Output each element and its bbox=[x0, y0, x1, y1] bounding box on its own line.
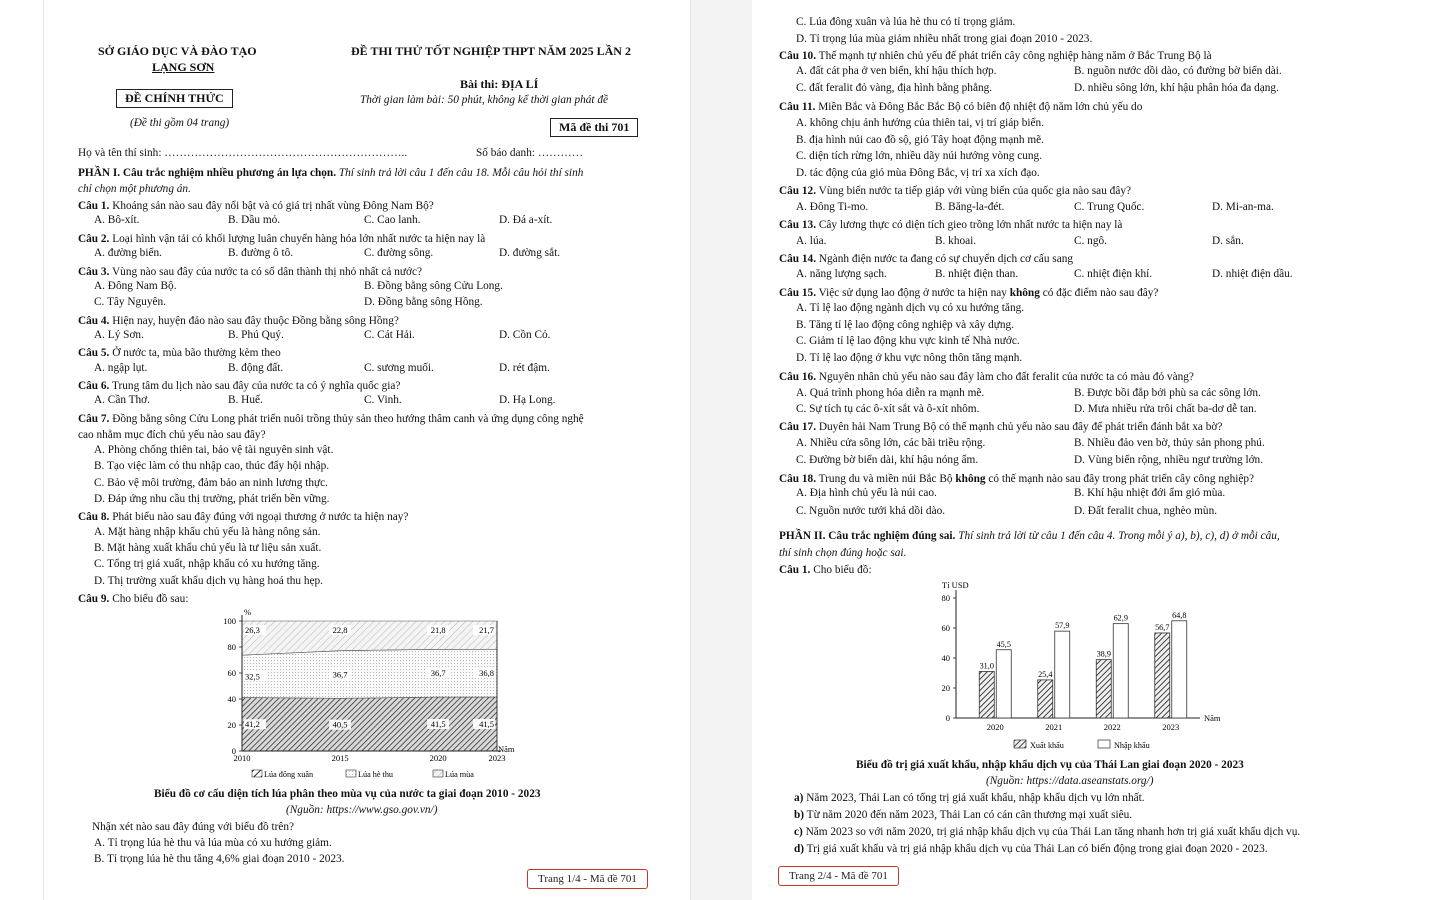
q7-option-b: B. Tạo việc làm có thu nhập cao, thúc đẩy hội nhập. bbox=[94, 460, 330, 472]
q9-option-b: B. Tỉ trọng lúa hè thu tăng 4,6% giai đoạn 2010 - 2023. bbox=[94, 853, 345, 865]
part2-question-1 bbox=[779, 562, 872, 579]
question-text: Phát biểu nào sau đây đúng với ngoại thương ở nước ta hiện nay? bbox=[109, 511, 409, 523]
legend-label: Xuất khẩu bbox=[1030, 741, 1064, 750]
q5-option-b: B. động đất. bbox=[228, 362, 284, 374]
q7-option-a: A. Phòng chống thiên tai, bảo vệ tài nguyên sinh vật. bbox=[94, 444, 334, 456]
bar-value-label: 57,9 bbox=[1055, 621, 1070, 631]
q4-option-a: A. Lý Sơn. bbox=[94, 329, 144, 341]
y-tick-label: 80 bbox=[941, 593, 950, 603]
q11-option-b: B. địa hình núi cao đồ sộ, gió Tây hoạt động mạnh mẽ. bbox=[796, 134, 1044, 146]
q11-option-c: C. diện tích rừng lớn, nhiều dãy núi hướng vòng cung. bbox=[796, 150, 1043, 162]
q3-option-b: B. Đồng bằng sông Cửu Long. bbox=[364, 280, 503, 292]
question-number: Câu 9. bbox=[78, 593, 110, 605]
bar-nhap-khau bbox=[1172, 621, 1187, 718]
bar-xuat-khau bbox=[1038, 680, 1053, 718]
q4-option-d: D. Cồn Cỏ. bbox=[499, 329, 551, 341]
q12-option-a: A. Đông Ti-mo. bbox=[796, 201, 869, 213]
q17-option-b: B. Nhiều đảo ven bờ, thủy sản phong phú. bbox=[1074, 437, 1265, 449]
data-label: 32,5 bbox=[245, 671, 260, 682]
legend-label: Lúa mùa bbox=[445, 770, 474, 779]
statement-label: a) bbox=[794, 792, 804, 804]
q15-option-b: B. Tăng tỉ lệ lao động công nghiệp và xây dựng. bbox=[796, 319, 1015, 331]
q4-option-b: B. Phú Quý. bbox=[228, 329, 284, 341]
q11-option-d: D. tác động của gió mùa Đông Bắc, vị trí xa xích đạo. bbox=[796, 167, 1040, 179]
statement-label: b) bbox=[794, 809, 805, 821]
q12-option-b: B. Băng-la-đét. bbox=[935, 201, 1005, 213]
question-number: Câu 15. bbox=[779, 287, 817, 299]
question-text: Cho biểu đồ sau: bbox=[109, 593, 189, 605]
question-text: Trung tâm du lịch nào sau đây của nước ta có ý nghĩa quốc gia? bbox=[109, 380, 401, 392]
q5-option-c: C. sương muối. bbox=[364, 362, 434, 374]
y-tick-label: 40 bbox=[941, 653, 950, 663]
question-text: Cho biểu đồ: bbox=[810, 564, 872, 576]
q16-option-b: B. Được bồi đắp bởi phù sa các sông lớn. bbox=[1074, 387, 1261, 399]
q15-option-a: A. Tỉ lệ lao động ngành dịch vụ có xu hướng tăng. bbox=[796, 302, 1025, 314]
q6-option-a: A. Cần Thơ. bbox=[94, 394, 150, 406]
question-number: Câu 17. bbox=[779, 421, 817, 433]
x-axis-unit: Năm bbox=[498, 744, 515, 754]
q16-option-c: C. Sự tích tụ các ô-xít sắt và ô-xít nhôm. bbox=[796, 403, 980, 415]
province-name: LẠNG SƠN bbox=[152, 60, 215, 74]
question-number: Câu 12. bbox=[779, 185, 817, 197]
data-label: 22,8 bbox=[332, 625, 348, 635]
q3-option-a: A. Đông Nam Bộ. bbox=[94, 280, 177, 292]
q8-option-a: A. Mặt hàng nhập khẩu chủ yếu là hàng nông sản. bbox=[94, 526, 321, 538]
statement-b bbox=[794, 807, 1132, 824]
q18-option-a: A. Địa hình chủ yếu là núi cao. bbox=[796, 487, 937, 499]
y-tick-label: 60 bbox=[227, 668, 236, 678]
legend-swatch bbox=[1098, 740, 1110, 748]
exam-page-2 bbox=[752, 0, 1402, 900]
part1-heading bbox=[78, 165, 583, 182]
subject-title: Bài thi: ĐỊA LÍ bbox=[460, 77, 539, 91]
legend-swatch bbox=[433, 770, 443, 777]
question-13 bbox=[779, 217, 1122, 234]
question-emphasis: không bbox=[1009, 287, 1040, 299]
chart2-source: (Nguồn: https://data.aseanstats.org/) bbox=[986, 775, 1154, 787]
question-text: Vùng biển nước ta tiếp giáp với vùng biển của quốc gia nào sau đây? bbox=[816, 185, 1131, 197]
q9-option-d: D. Tỉ trọng lúa mùa giảm nhiều nhất trong giai đoạn 2010 - 2023. bbox=[796, 33, 1093, 45]
legend-label: Nhập khẩu bbox=[1114, 741, 1150, 750]
q17-option-a: A. Nhiều cửa sông lớn, các bãi triều rộng. bbox=[796, 437, 986, 449]
statement-c bbox=[794, 824, 1300, 841]
statement-d bbox=[794, 841, 1268, 858]
question-6 bbox=[78, 378, 400, 395]
data-label: 21,7 bbox=[479, 625, 494, 635]
q18-option-d: D. Đất feralit chua, nghèo mùn. bbox=[1074, 505, 1218, 517]
viewer-gap bbox=[690, 0, 752, 900]
question-10 bbox=[779, 48, 1212, 65]
q13-option-b: B. khoai. bbox=[935, 235, 977, 247]
statement-text: Từ năm 2020 đến năm 2023, Thái Lan có cán cân thương mại xuất siêu. bbox=[804, 809, 1133, 821]
part2-instruction: Thí sinh trả lời từ câu 1 đến câu 4. Trong mỗi ý a), b), c), d) ở mỗi câu, bbox=[955, 530, 1280, 542]
q1-option-d: D. Đá a-xít. bbox=[499, 214, 553, 226]
question-number: Câu 1. bbox=[78, 200, 110, 212]
question-text: Việc sử dụng lao động ở nước ta hiện nay bbox=[816, 287, 1010, 299]
q14-option-a: A. năng lượng sạch. bbox=[796, 268, 887, 280]
question-number: Câu 5. bbox=[78, 347, 110, 359]
y-axis-unit: Tỉ USD bbox=[942, 580, 969, 590]
y-tick-label: 0 bbox=[231, 746, 236, 756]
official-badge: ĐỀ CHÍNH THỨC bbox=[116, 89, 233, 108]
q4-option-c: C. Cát Hải. bbox=[364, 329, 415, 341]
y-tick-label: 100 bbox=[223, 616, 236, 626]
q3-option-d: D. Đồng bằng sông Hồng. bbox=[364, 296, 483, 308]
bar-value-label: 31,0 bbox=[979, 661, 994, 671]
data-label: 36,7 bbox=[332, 669, 348, 680]
q9-prompt: Nhận xét nào sau đây đúng với biểu đồ trên? bbox=[92, 821, 295, 833]
x-tick-label: 2023 bbox=[1162, 722, 1180, 732]
q10-option-c: C. đất feralit đỏ vàng, địa hình bằng phẳng. bbox=[796, 82, 993, 94]
question-number: Câu 2. bbox=[78, 233, 110, 245]
y-tick-label: 40 bbox=[227, 694, 236, 704]
question-12 bbox=[779, 183, 1131, 200]
x-tick-label: 2022 bbox=[1103, 722, 1121, 732]
question-text: Ngành điện nước ta đang có sự chuyển dịch cơ cấu sang bbox=[816, 253, 1074, 265]
department-name: SỞ GIÁO DỤC VÀ ĐÀO TẠO bbox=[98, 44, 257, 58]
part2-title: PHẦN II. Câu trắc nghiệm đúng sai. bbox=[779, 530, 956, 542]
statement-label: c) bbox=[794, 826, 803, 838]
q10-option-a: A. đất cát pha ở ven biển, khí hậu thích hợp. bbox=[796, 65, 997, 77]
q2-option-b: B. đường ô tô. bbox=[228, 247, 294, 259]
candidate-name-line: Họ và tên thí sinh: ……………………………………………………….. bbox=[78, 147, 408, 159]
exam-title: ĐỀ THI THỬ TỐT NGHIỆP THPT NĂM 2025 LẦN 2 bbox=[351, 44, 631, 58]
question-number: Câu 1. bbox=[779, 564, 811, 576]
q1-option-a: A. Bô-xít. bbox=[94, 214, 140, 226]
question-text: Loại hình vận tải có khối lượng luân chuyển hàng hóa lớn nhất nước ta hiện nay là bbox=[109, 233, 486, 245]
q6-option-b: B. Huế. bbox=[228, 394, 263, 406]
q14-option-b: B. nhiệt điện than. bbox=[935, 268, 1019, 280]
data-label: 41,5 bbox=[479, 719, 494, 730]
y-axis-unit: % bbox=[244, 608, 252, 617]
q3-option-c: C. Tây Nguyên. bbox=[94, 296, 166, 308]
question-emphasis: không bbox=[955, 473, 986, 485]
part1-instruction-2: chỉ chọn một phương án. bbox=[78, 183, 191, 195]
x-tick-label: 2010 bbox=[233, 753, 251, 763]
question-text: Duyên hải Nam Trung Bộ có thế mạnh chủ yếu nào sau đây để phát triển đánh bắt xa bờ? bbox=[816, 421, 1223, 433]
question-number: Câu 18. bbox=[779, 473, 817, 485]
question-number: Câu 4. bbox=[78, 315, 110, 327]
question-number: Câu 7. bbox=[78, 413, 110, 425]
question-text: Nguyên nhân chủ yếu nào sau đây làm cho đất feralit của nước ta có màu đỏ vàng? bbox=[816, 371, 1194, 383]
question-4 bbox=[78, 313, 399, 330]
q8-option-b: B. Mặt hàng xuất khẩu chủ yếu là tư liệu sản xuất. bbox=[94, 542, 322, 554]
x-tick-label: 2021 bbox=[1045, 722, 1063, 732]
q6-option-c: C. Vinh. bbox=[364, 394, 402, 406]
q14-option-c: C. nhiệt điện khí. bbox=[1074, 268, 1153, 280]
q2-option-a: A. đường biển. bbox=[94, 247, 162, 259]
question-number: Câu 13. bbox=[779, 219, 817, 231]
bar-value-label: 45,5 bbox=[996, 639, 1011, 649]
q17-option-d: D. Vùng biển rộng, nhiều ngư trường lớn. bbox=[1074, 454, 1264, 466]
q10-option-d: D. nhiều sông lớn, khí hậu phân hóa đa dạng. bbox=[1074, 82, 1279, 94]
part1-instruction: Thí sinh trả lời câu 1 đến câu 18. Mỗi câu hỏi thí sinh bbox=[336, 167, 584, 179]
q2-option-d: D. đường sắt. bbox=[499, 247, 561, 259]
question-7-continued: cao nhằm mục đích chủ yếu nào sau đây? bbox=[78, 429, 266, 441]
question-number: Câu 10. bbox=[779, 50, 817, 62]
question-5 bbox=[78, 345, 281, 362]
q15-option-d: D. Tỉ lệ lao động ở khu vực nông thôn tăng mạnh. bbox=[796, 352, 1023, 364]
bar-nhap-khau bbox=[996, 650, 1011, 718]
question-1 bbox=[78, 198, 434, 215]
question-text: Miền Bắc và Đông Bắc Bắc Bộ có biên độ nhiệt độ năm lớn chủ yếu do bbox=[815, 101, 1143, 113]
data-label: 26,3 bbox=[245, 625, 260, 635]
rice-area-structure-chart bbox=[210, 608, 530, 784]
exam-page-1 bbox=[44, 0, 690, 900]
statement-text: Năm 2023, Thái Lan có tổng trị giá xuất khẩu, nhập khẩu dịch vụ lớn nhất. bbox=[803, 792, 1145, 804]
statement-a bbox=[794, 790, 1145, 807]
question-2 bbox=[78, 231, 485, 248]
data-label: 40,5 bbox=[332, 719, 348, 730]
area-series-2 bbox=[242, 649, 497, 698]
data-label: 36,7 bbox=[430, 668, 446, 679]
question-text: Thế mạnh tự nhiên chủ yếu để phát triển cây công nghiệp hàng năm ở Bắc Trung Bộ là bbox=[816, 50, 1212, 62]
data-label: 41,5 bbox=[430, 719, 446, 730]
bar-xuat-khau bbox=[979, 672, 994, 719]
pages-note: (Đề thi gồm 04 trang) bbox=[130, 117, 230, 129]
q1-option-b: B. Dầu mỏ. bbox=[228, 214, 281, 226]
question-number: Câu 11. bbox=[779, 101, 816, 113]
question-17 bbox=[779, 419, 1222, 436]
q15-option-c: C. Giảm tỉ lệ lao động khu vực kinh tế Nhà nước. bbox=[796, 335, 1020, 347]
y-tick-label: 80 bbox=[227, 642, 236, 652]
question-14 bbox=[779, 251, 1073, 268]
question-text: Cây lương thực có diện tích gieo trồng lớn nhất nước ta hiện nay là bbox=[816, 219, 1123, 231]
y-tick-label: 20 bbox=[227, 720, 236, 730]
q18-option-b: B. Khí hậu nhiệt đới ẩm gió mùa. bbox=[1074, 487, 1226, 499]
statement-text: Năm 2023 so với năm 2020, trị giá nhập khẩu dịch vụ của Thái Lan tăng nhanh hơn trị giá xuất khẩu dịch vụ. bbox=[802, 826, 1301, 838]
y-tick-label: 20 bbox=[941, 683, 950, 693]
statement-text: Trị giá xuất khẩu và trị giá nhập khẩu dịch vụ của Thái Lan có biến động trong giai đoạn 2020 - 2023. bbox=[804, 843, 1268, 855]
question-text: Đồng bằng sông Cửu Long phát triển nuôi trồng thủy sản theo hướng thâm canh và ứng dụng công nghệ bbox=[109, 413, 584, 425]
chart2-caption: Biểu đồ trị giá xuất khẩu, nhập khẩu dịch vụ của Thái Lan giai đoạn 2020 - 2023 bbox=[856, 759, 1244, 771]
q7-option-c: C. Bảo vệ môi trường, đảm bảo an ninh lương thực. bbox=[94, 477, 328, 489]
legend-label: Lúa đông xuân bbox=[264, 770, 314, 779]
x-tick-label: 2020 bbox=[429, 753, 447, 763]
part2-heading bbox=[779, 528, 1280, 545]
candidate-id-line: Số báo danh: ………… bbox=[476, 147, 584, 159]
x-tick-label: 2023 bbox=[488, 753, 506, 763]
question-text: Trung du và miền núi Bắc Bộ bbox=[816, 473, 956, 485]
y-tick-label: 0 bbox=[945, 713, 950, 723]
statement-label: d) bbox=[794, 843, 805, 855]
exam-code-box: Mã đề thi 701 bbox=[550, 118, 638, 137]
x-tick-label: 2020 bbox=[986, 722, 1004, 732]
q5-option-d: D. rét đậm. bbox=[499, 362, 550, 374]
data-label: 41,2 bbox=[245, 719, 260, 730]
q5-option-a: A. ngập lụt. bbox=[94, 362, 148, 374]
x-tick-label: 2015 bbox=[331, 753, 349, 763]
q6-option-d: D. Hạ Long. bbox=[499, 394, 556, 406]
question-7 bbox=[78, 411, 584, 428]
bar-nhap-khau bbox=[1113, 624, 1128, 718]
q2-option-c: C. đường sông. bbox=[364, 247, 434, 259]
chart1-caption: Biểu đồ cơ cấu diện tích lúa phân theo mùa vụ của nước ta giai đoạn 2010 - 2023 bbox=[154, 788, 541, 800]
question-text: Hiện nay, huyện đảo nào sau đây thuộc Đồng bằng sông Hồng? bbox=[109, 315, 399, 327]
question-number: Câu 14. bbox=[779, 253, 817, 265]
q13-option-a: A. lúa. bbox=[796, 235, 827, 247]
question-9 bbox=[78, 591, 188, 608]
q12-option-c: C. Trung Quốc. bbox=[1074, 201, 1145, 213]
question-text: Ở nước ta, mùa bão thường kèm theo bbox=[109, 347, 281, 359]
part1-title: PHẦN I. Câu trắc nghiệm nhiều phương án lựa chọn. bbox=[78, 167, 337, 179]
q14-option-d: D. nhiệt điện dầu. bbox=[1212, 268, 1293, 280]
question-number: Câu 6. bbox=[78, 380, 110, 392]
q18-option-c: C. Nguồn nước tưới khá dồi dào. bbox=[796, 505, 946, 517]
q16-option-d: D. Mưa nhiều rửa trôi chất ba-dơ dễ tan. bbox=[1074, 403, 1257, 415]
question-text: Khoáng sản nào sau đây nổi bật và có giá trị nhất vùng Đông Nam Bộ? bbox=[109, 200, 434, 212]
question-11 bbox=[779, 99, 1142, 116]
question-number: Câu 8. bbox=[78, 511, 110, 523]
q13-option-c: C. ngô. bbox=[1074, 235, 1107, 247]
q9-option-c: C. Lúa đông xuân và lúa hè thu có tỉ trọng giảm. bbox=[796, 16, 1016, 28]
question-text: Vùng nào sau đây của nước ta có số dân thành thị nhỏ nhất cả nước? bbox=[109, 266, 422, 278]
q10-option-b: B. nguồn nước dồi dào, có đường bờ biển dài. bbox=[1074, 65, 1282, 77]
question-18 bbox=[779, 471, 1254, 488]
legend-label: Lúa hè thu bbox=[358, 770, 394, 779]
bar-value-label: 64,8 bbox=[1172, 610, 1187, 620]
q1-option-c: C. Cao lanh. bbox=[364, 214, 421, 226]
question-8 bbox=[78, 509, 408, 526]
thailand-services-trade-chart bbox=[922, 578, 1242, 756]
q8-option-c: C. Tổng trị giá xuất, nhập khẩu có xu hướng tăng. bbox=[94, 558, 320, 570]
bar-nhap-khau bbox=[1055, 631, 1070, 718]
q9-option-a: A. Tỉ trọng lúa hè thu và lúa mùa có xu hướng giảm. bbox=[94, 837, 332, 849]
question-15 bbox=[779, 285, 1158, 302]
q17-option-c: C. Đường bờ biển dài, khí hậu nóng ẩm. bbox=[796, 454, 979, 466]
area-series-1 bbox=[242, 697, 497, 751]
bar-value-label: 25,4 bbox=[1038, 669, 1053, 679]
question-text-end: có thế mạnh nào sau đây trong phát triển cây công nghiệp? bbox=[985, 473, 1255, 485]
data-label: 36,8 bbox=[479, 668, 494, 679]
x-axis-unit: Năm bbox=[1204, 713, 1221, 723]
legend-swatch bbox=[1014, 740, 1026, 748]
question-number: Câu 16. bbox=[779, 371, 817, 383]
legend-swatch bbox=[346, 770, 356, 777]
bar-value-label: 38,9 bbox=[1096, 649, 1111, 659]
question-16 bbox=[779, 369, 1194, 386]
bar-xuat-khau bbox=[1155, 633, 1170, 718]
question-3 bbox=[78, 264, 422, 281]
q8-option-d: D. Thị trường xuất khẩu dịch vụ hàng hoá thu hẹp. bbox=[94, 575, 323, 587]
bar-value-label: 62,9 bbox=[1113, 613, 1128, 623]
q13-option-d: D. sắn. bbox=[1212, 235, 1244, 247]
chart1-source: (Nguồn: https://www.gso.gov.vn/) bbox=[286, 804, 438, 816]
time-note: Thời gian làm bài: 50 phút, không kể thời gian phát đề bbox=[360, 94, 609, 106]
y-tick-label: 60 bbox=[941, 623, 950, 633]
question-number: Câu 3. bbox=[78, 266, 110, 278]
page-footer-label: Trang 2/4 - Mã đề 701 bbox=[778, 866, 899, 886]
bar-value-label: 56,7 bbox=[1155, 622, 1170, 632]
question-text-end: có đặc điểm nào sau đây? bbox=[1039, 287, 1159, 299]
bar-xuat-khau bbox=[1096, 660, 1111, 718]
q7-option-d: D. Đáp ứng nhu cầu thị trường, phát triển bền vững. bbox=[94, 493, 330, 505]
q11-option-a: A. không chịu ảnh hưởng của thiên tai, vị trí giáp biển. bbox=[796, 117, 1045, 129]
page-footer-label: Trang 1/4 - Mã đề 701 bbox=[527, 869, 648, 889]
q16-option-a: A. Quá trình phong hóa diễn ra mạnh mẽ. bbox=[796, 387, 985, 399]
part2-instruction-2: thí sinh chọn đúng hoặc sai. bbox=[779, 547, 907, 559]
legend-swatch bbox=[252, 770, 262, 777]
q12-option-d: D. Mi-an-ma. bbox=[1212, 201, 1274, 213]
data-label: 21,8 bbox=[430, 625, 446, 635]
